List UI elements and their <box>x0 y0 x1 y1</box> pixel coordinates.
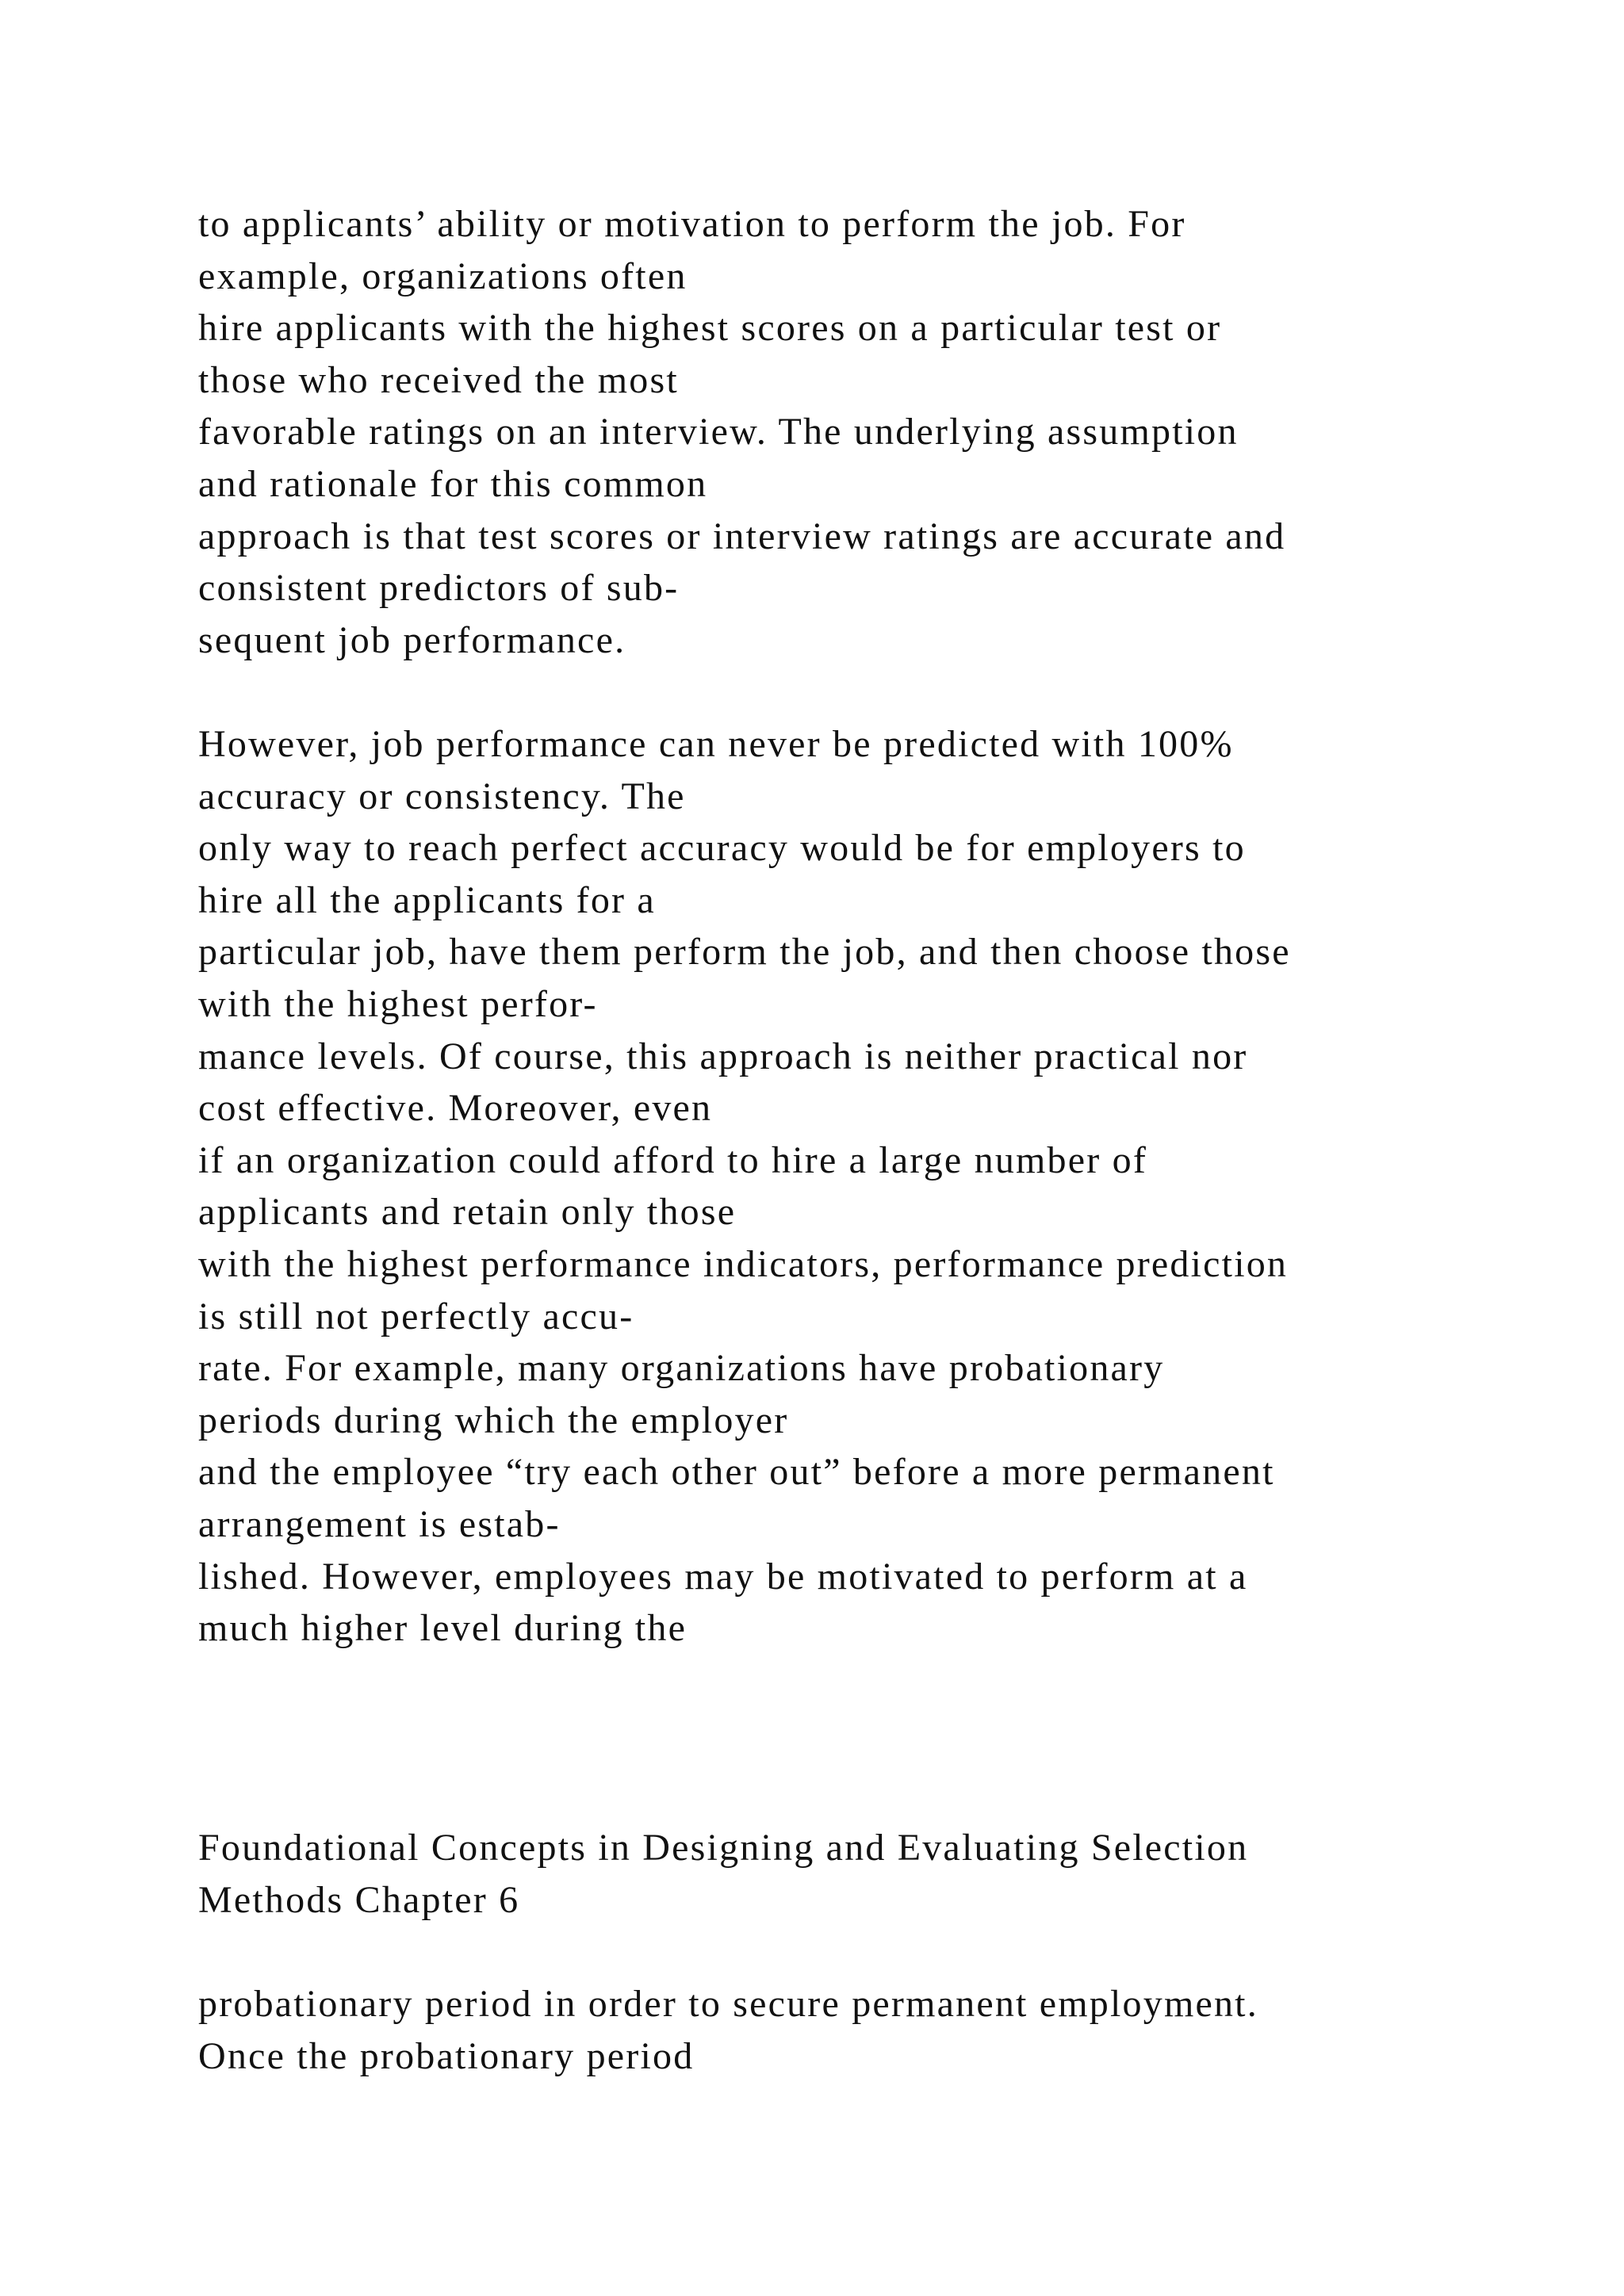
text-line: lished. However, employees may be motivated to perform at a <box>198 1555 1248 1598</box>
text-line: hire all the applicants for a <box>198 878 656 921</box>
text-line: to applicants’ ability or motivation to perform the job. For <box>198 203 1186 245</box>
text-line: arrangement is estab- <box>198 1502 561 1545</box>
text-line: example, organizations often <box>198 254 688 297</box>
text-line: rate. For example, many organizations have probationary <box>198 1347 1165 1390</box>
text-line: applicants and retain only those <box>198 1191 737 1234</box>
text-line: with the highest perfor- <box>198 982 598 1025</box>
text-line: those who received the most <box>198 358 679 401</box>
text-line: hire applicants with the highest scores on a particular test or <box>198 307 1222 350</box>
text-line: accuracy or consistency. The <box>198 775 686 817</box>
text-line: and the employee “try each other out” before a more permanent <box>198 1451 1275 1494</box>
text-line: probationary period in order to secure permanent employment. <box>198 1983 1258 2025</box>
text-line: if an organization could afford to hire a large number of <box>198 1138 1148 1181</box>
text-line: Foundational Concepts in Designing and Evaluating Selection <box>198 1827 1249 1869</box>
text-line: However, job performance can never be predicted with 100% <box>198 723 1234 765</box>
text-line: only way to reach perfect accuracy would be for employers to <box>198 827 1246 870</box>
text-line: with the highest performance indicators, performance prediction <box>198 1242 1289 1285</box>
paragraph-selection-assumption <box>198 198 1562 666</box>
text-line: consistent predictors of sub- <box>198 567 680 610</box>
text-line: Methods Chapter 6 <box>198 1878 520 1921</box>
text-line: mance levels. Of course, this approach is neither practical nor <box>198 1035 1248 1077</box>
text-line: periods during which the employer <box>198 1399 789 1441</box>
text-line: cost effective. Moreover, even <box>198 1087 713 1130</box>
running-header <box>198 1822 1562 1926</box>
text-line: Once the probationary period <box>198 2034 695 2077</box>
text-line: particular job, have them perform the job, and then choose those <box>198 931 1291 974</box>
text-line: sequent job performance. <box>198 618 626 661</box>
text-line: favorable ratings on an interview. The underlying assumption <box>198 411 1239 453</box>
text-line: and rationale for this common <box>198 462 708 505</box>
text-line: much higher level during the <box>198 1607 688 1650</box>
paragraph-prediction-accuracy <box>198 718 1562 1655</box>
paragraph-probation-continued <box>198 1978 1562 2082</box>
text-line: is still not perfectly accu- <box>198 1295 634 1337</box>
text-line: approach is that test scores or interview ratings are accurate and <box>198 515 1286 557</box>
